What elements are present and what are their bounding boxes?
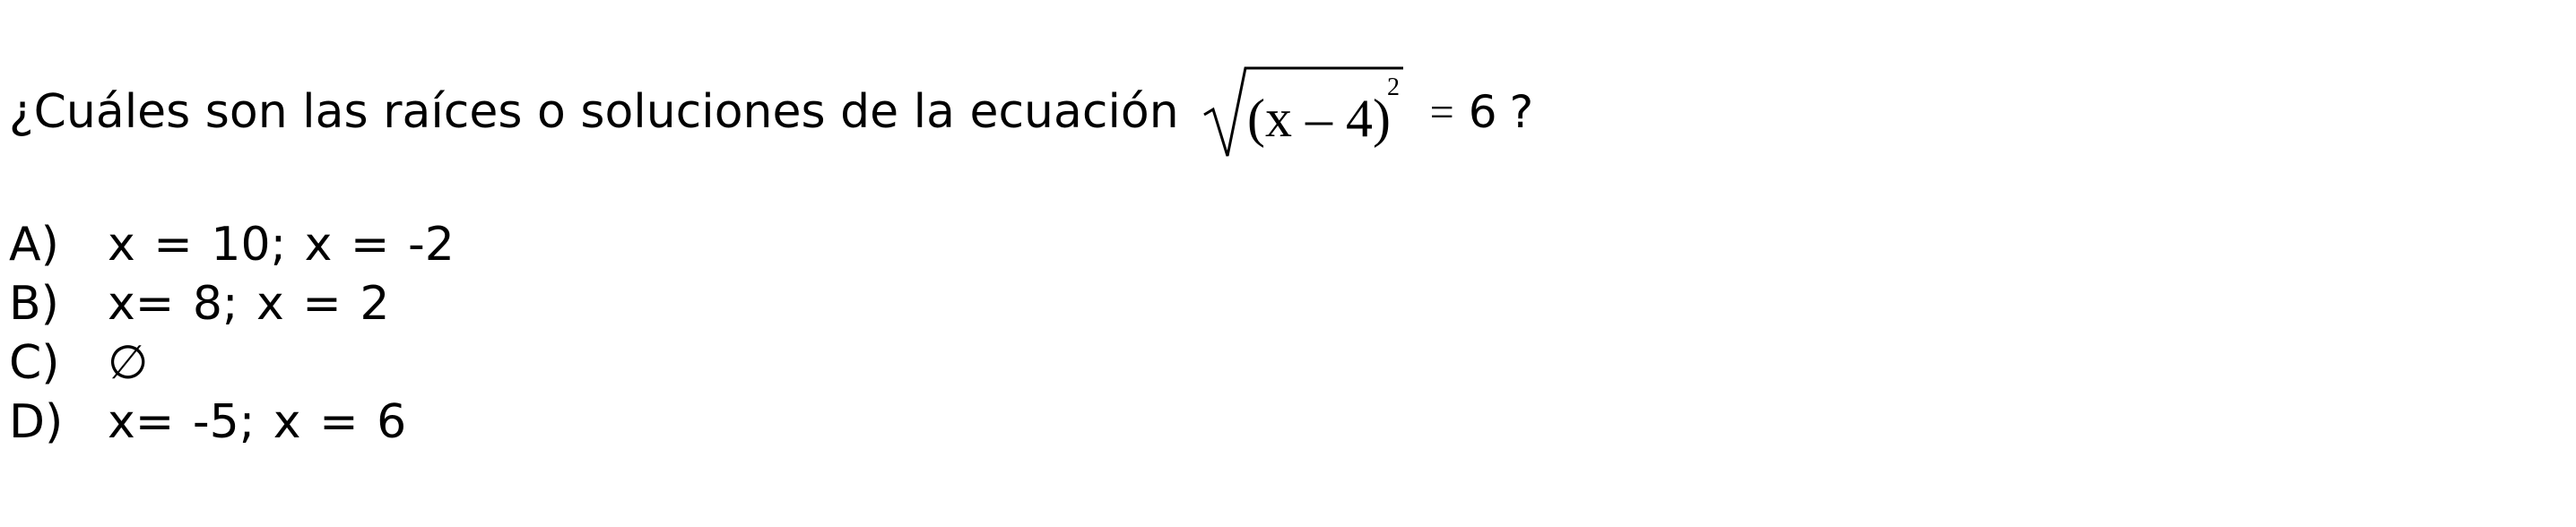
- square-root-expression: [1201, 63, 1407, 161]
- option-text: x = 10; x = -2: [108, 218, 455, 272]
- option-letter: D): [9, 395, 64, 449]
- equation-formula: [1201, 63, 1533, 161]
- empty-set-symbol: ∅: [108, 336, 149, 390]
- option-b: [9, 274, 455, 333]
- option-letter: C): [9, 336, 60, 390]
- option-d: [9, 393, 455, 452]
- option-a: [9, 215, 455, 274]
- radicand: (x – 4): [1246, 89, 1391, 148]
- option-text: x= 8; x = 2: [108, 277, 390, 331]
- option-text: x= -5; x = 6: [108, 395, 407, 449]
- equation-rhs: 6: [1468, 86, 1497, 138]
- question-text: ¿Cuáles son las raíces o soluciones de la ecuación: [9, 85, 1179, 139]
- equals-sign: =: [1429, 88, 1454, 136]
- question-line: [9, 63, 1533, 161]
- option-c: [9, 333, 455, 393]
- answer-options: [9, 215, 455, 452]
- option-letter: B): [9, 277, 59, 331]
- exponent: 2: [1386, 73, 1400, 101]
- option-letter: A): [9, 218, 59, 272]
- question-mark: ?: [1509, 86, 1534, 138]
